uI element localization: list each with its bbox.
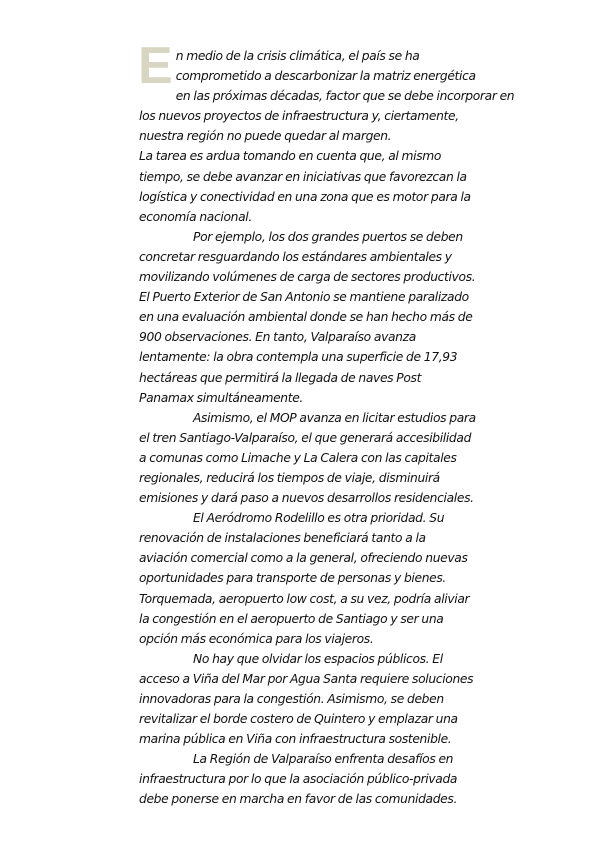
text-line: Por ejemplo, los dos grandes puertos se deben	[193, 229, 463, 244]
article-body	[138, 37, 515, 810]
text-line: economía nacional.	[139, 209, 252, 224]
paragraph-5	[139, 508, 481, 649]
text-line: El Aeródromo Rodelillo es otra prioridad. Su	[193, 511, 445, 526]
text-line: acceso a Viña del Mar por Agua Santa requiere soluciones	[139, 671, 474, 686]
text-line: los nuevos proyectos de infraestructura y, ciertamente,	[139, 109, 459, 124]
text-line: Panamax simultáneamente.	[139, 390, 303, 405]
drop-cap: E	[138, 37, 173, 95]
text-line: Torquemada, aeropuerto low cost, a su vez, podría aliviar	[139, 591, 470, 606]
text-line: nuestra región no puede quedar al margen.	[139, 129, 392, 144]
text-line: en una evaluación ambiental donde se han hecho más de	[139, 310, 473, 325]
paragraph-3	[139, 227, 481, 408]
text-line: concretar resguardando los estándares ambientales y	[139, 249, 452, 264]
text-line: innovadoras para la congestión. Asimismo, se deben	[139, 692, 444, 706]
text-line: en las próximas décadas, factor que se debe incorporar en	[175, 89, 515, 104]
text-line: 900 observaciones. En tanto, Valparaíso avanza	[139, 330, 416, 345]
text-line: Asimismo, el MOP avanza en licitar estudios para	[193, 410, 476, 425]
paragraph-4	[139, 408, 481, 508]
paragraph-6	[139, 649, 481, 749]
paragraph-7	[139, 749, 481, 809]
text-line: No hay que olvidar los espacios públicos. El	[193, 651, 443, 666]
paragraph-1	[138, 37, 515, 146]
text-line: El Puerto Exterior de San Antonio se mantiene paralizado	[139, 290, 469, 305]
text-line: debe ponerse en marcha en favor de las comunidades.	[139, 792, 458, 807]
text-line: hectáreas que permitirá la llegada de naves Post	[139, 370, 422, 385]
text-line: lentamente: la obra contempla una superficie de 17,93	[139, 350, 458, 365]
text-line: revitalizar el borde costero de Quintero y emplazar una	[139, 712, 458, 727]
text-line: el tren Santiago-Valparaíso, el que generará accesibilidad	[139, 430, 472, 445]
text-line: emisiones y dará paso a nuevos desarrollos residenciales.	[139, 491, 474, 506]
text-line: n medio de la crisis climática, el país se ha	[175, 49, 420, 63]
text-line: movilizando volúmenes de carga de sectores productivos.	[139, 270, 476, 285]
text-line: renovación de instalaciones beneficiará tanto a la	[139, 531, 426, 546]
text-line: logística y conectividad en una zona que es motor para la	[139, 189, 471, 204]
text-line: opción más económica para los viajeros.	[139, 631, 374, 646]
text-line: La tarea es ardua tomando en cuenta que, al mismo	[139, 149, 442, 164]
text-line: tiempo, se debe avanzar en iniciativas que favorezcan la	[139, 169, 467, 184]
text-line: infraestructura por lo que la asociación público-privada	[139, 772, 458, 787]
text-line: a comunas como Limache y La Calera con las capitales	[139, 450, 457, 465]
text-line: aviación comercial como a la general, ofreciendo nuevas	[139, 551, 468, 566]
text-line: regionales, reducirá los tiempos de viaje, disminuirá	[139, 470, 440, 485]
text-line: La Región de Valparaíso enfrenta desafíos en	[193, 752, 454, 767]
text-line: oportunidades para transporte de personas y bienes.	[139, 571, 446, 586]
text-line: marina pública en Viña con infraestructura sostenible.	[139, 732, 452, 747]
text-line: la congestión en el aeropuerto de Santiago y ser una	[139, 611, 444, 626]
text-line: comprometido a descarbonizar la matriz energética	[175, 69, 476, 84]
paragraph-2	[139, 146, 481, 226]
